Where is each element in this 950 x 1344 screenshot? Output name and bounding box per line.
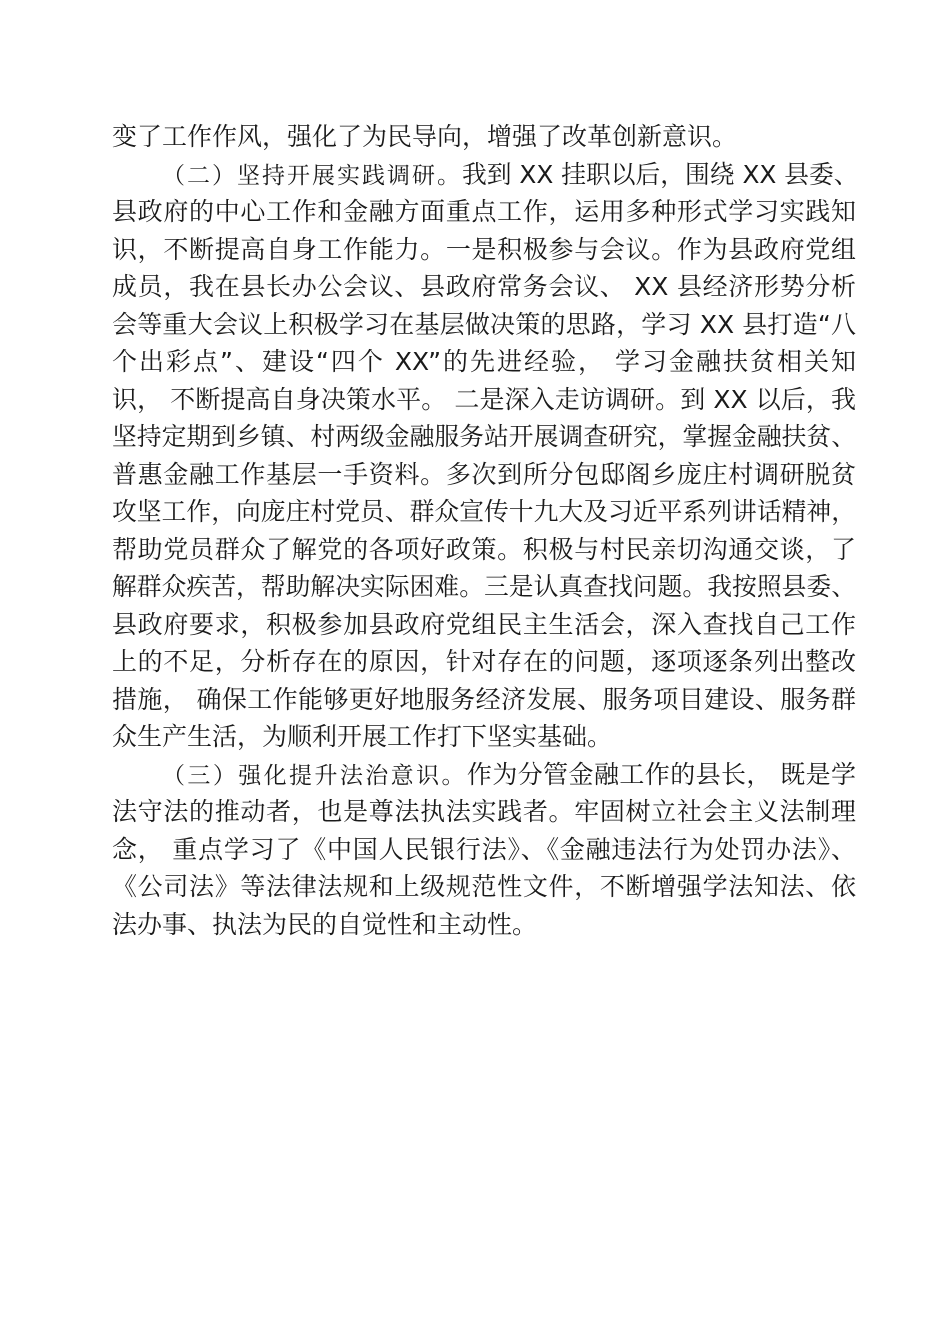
text-line [112,306,856,344]
text-line [112,568,856,606]
text-line [112,118,856,156]
text-line [112,718,856,756]
line-text: 坚持定期到乡镇、村两级金融服务站开展调查研究，掌握金融扶贫、 [112,422,856,451]
line-text: 识， 不断提高自身决策水平。 二是深入走访调研。到 XX 以后，我 [112,384,856,414]
text-line [112,493,856,531]
line-text: 念， 重点学习了《中国人民银行法》、《金融违法行为处罚办法》、 [112,834,856,864]
line-text: 成员，我在县长办公会议、县政府常务会议、 XX 县经济形势分析 [112,272,856,301]
text-line [112,343,856,381]
text-line [112,418,856,456]
section-heading: （二）坚持开展实践调研。 [162,162,462,189]
text-line [112,381,856,419]
text-line [112,268,856,306]
text-line [112,156,859,194]
text-line [112,831,856,869]
text-line [112,681,856,719]
text-line [112,531,856,569]
line-text: 法办事、执法为民的自觉性和主动性。 [112,909,538,939]
text-line [112,793,856,831]
line-text: 攻坚工作，向庞庄村党员、群众宣传十九大及习近平系列讲话精神， [112,497,856,526]
body-text [112,118,859,943]
line-text: 帮助党员群众了解党的各项好政策。积极与村民亲切沟通交谈，了 [112,534,856,564]
text-line [112,868,856,906]
text-line [112,756,856,794]
line-text: 识，不断提高自身工作能力。一是积极参与会议。作为县政府党组 [112,234,856,264]
text-line [112,193,856,231]
line-text: 上的不足，分析存在的原因，针对存在的问题，逐项逐条列出整改 [112,647,856,676]
line-text: 措施， 确保工作能够更好地服务经济发展、服务项目建设、服务群 [112,684,856,714]
line-text: 众生产生活，为顺利开展工作打下坚实基础。 [112,722,613,751]
line-text: 解群众疾苦，帮助解决实际困难。三是认真查找问题。我按照县委、 [112,572,856,601]
line-text: 变了工作作风，强化了为民导向，增强了改革创新意识。 [112,122,738,151]
line-text: 法守法的推动者，也是尊法执法实践者。牢固树立社会主义法制理 [112,797,856,826]
section-heading: （三）强化提升法治意识。 [162,762,467,789]
text-line [112,231,856,269]
line-text: 《公司法》等法律法规和上级规范性文件，不断增强学法知法、依 [112,872,856,901]
text-line [112,456,856,494]
line-text: 县政府要求，积极参加县政府党组民主生活会，深入查找自己工作 [112,609,856,639]
text-line [112,606,856,644]
line-text: 县政府的中心工作和金融方面重点工作，运用多种形式学习实践知 [112,197,856,226]
text-line [112,643,856,681]
line-text: 作为分管金融工作的县长， 既是学 [466,759,857,789]
line-text: 我到 XX 挂职以后，围绕 XX 县委、 [462,159,859,189]
text-line [112,906,856,944]
line-text: 个出彩点”、建设“四个 XX”的先进经验， 学习金融扶贫相关知 [112,347,856,376]
line-text: 会等重大会议上积极学习在基层做决策的思路，学习 XX 县打造“八 [112,309,856,339]
line-text: 普惠金融工作基层一手资料。多次到所分包邸阁乡庞庄村调研脱贫 [112,459,856,489]
